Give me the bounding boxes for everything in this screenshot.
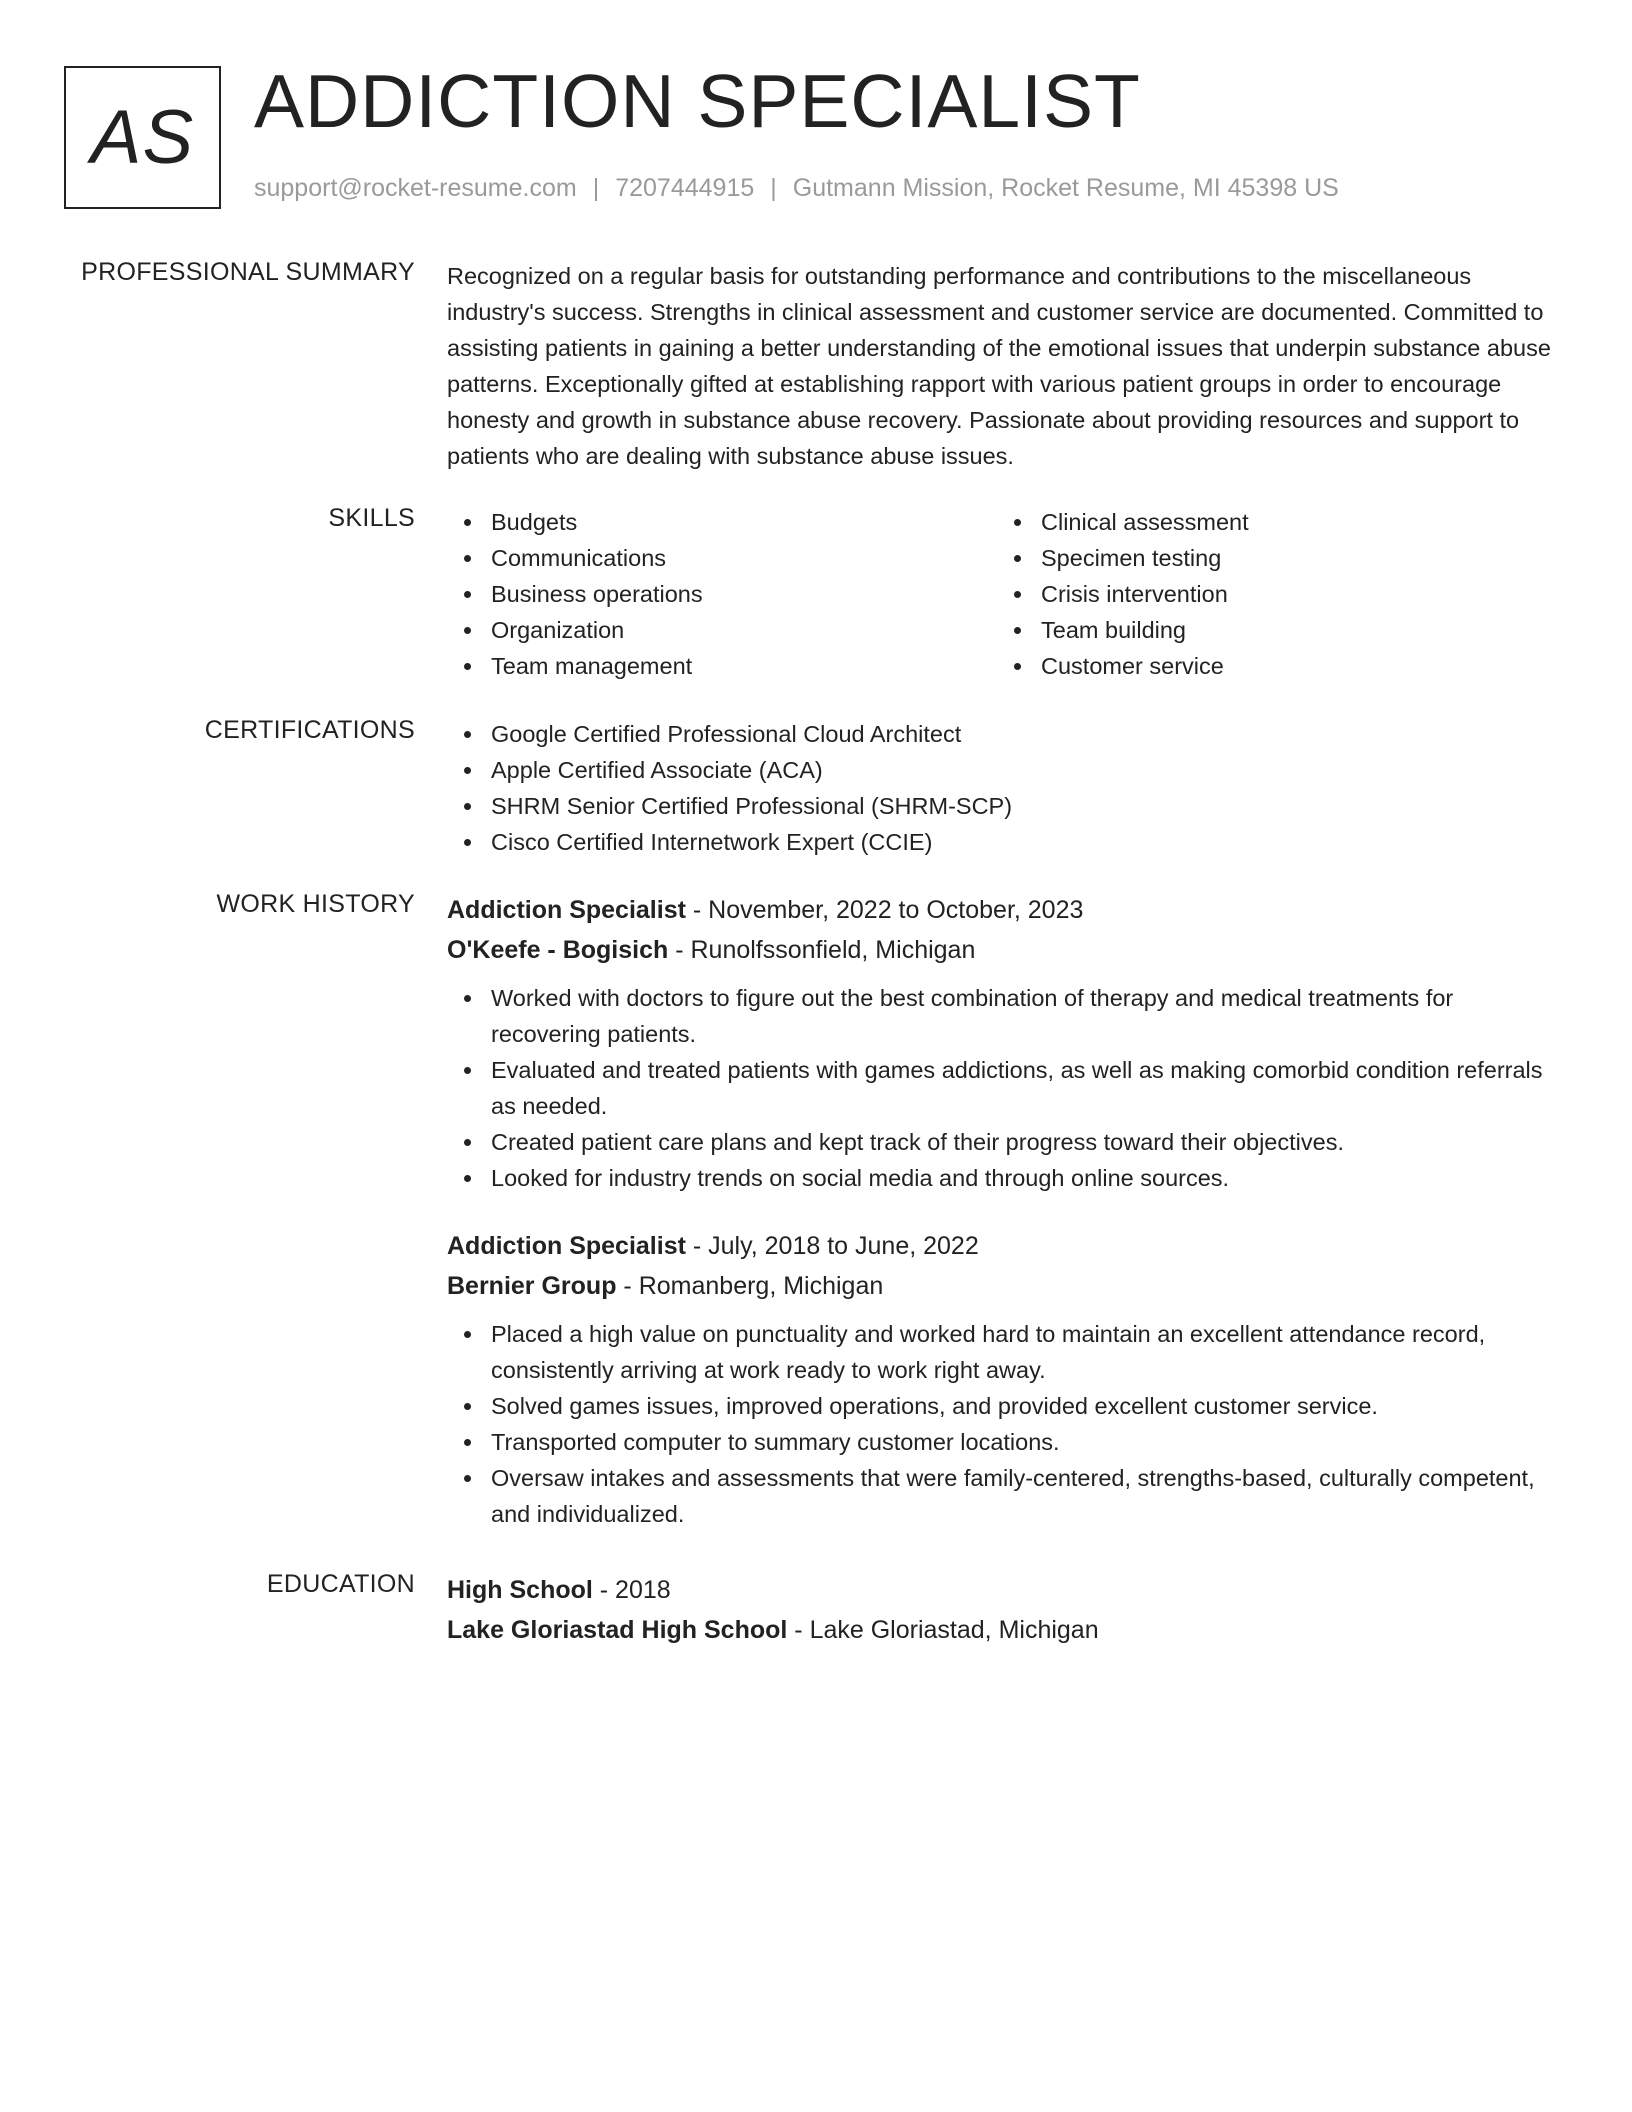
job-location: - Runolfssonfield, Michigan	[668, 936, 976, 964]
certification-item: SHRM Senior Certified Professional (SHRM-SCP)	[447, 788, 1557, 824]
education-body	[447, 1570, 1557, 1650]
education-location: - Lake Gloriastad, Michigan	[787, 1616, 1099, 1644]
education-degree: High School	[447, 1576, 593, 1604]
job-dates: - November, 2022 to October, 2023	[685, 896, 1084, 924]
job-duty-item: Looked for industry trends on social media and through online sources.	[447, 1160, 1557, 1196]
skill-item: Clinical assessment	[997, 504, 1547, 540]
skills-list-left	[447, 504, 997, 684]
job-duties-list	[447, 980, 1557, 1196]
job-company-line	[447, 930, 1557, 970]
job-location: - Romanberg, Michigan	[616, 1272, 884, 1300]
resume-header	[64, 59, 1584, 211]
job-duty-item: Created patient care plans and kept track of their progress toward their objectives.	[447, 1124, 1557, 1160]
contact-separator: |	[770, 174, 777, 202]
page-title: ADDICTION SPECIALIST	[254, 59, 1141, 143]
job-duty-item: Oversaw intakes and assessments that were family-centered, strengths-based, culturally competent, and individualized.	[447, 1460, 1557, 1532]
certification-item: Apple Certified Associate (ACA)	[447, 752, 1557, 788]
skill-item: Crisis intervention	[997, 576, 1547, 612]
skill-item: Specimen testing	[997, 540, 1547, 576]
work-history-label: WORK HISTORY	[216, 890, 415, 918]
education-year: - 2018	[592, 1576, 671, 1604]
skills-label: SKILLS	[328, 504, 415, 532]
skill-item: Communications	[447, 540, 997, 576]
skill-item: Team building	[997, 612, 1547, 648]
job-dates: - July, 2018 to June, 2022	[685, 1232, 979, 1260]
job-company: O'Keefe - Bogisich	[447, 936, 669, 964]
job-entry	[447, 890, 1557, 1196]
certifications-list	[447, 716, 1557, 860]
job-duty-item: Transported computer to summary customer locations.	[447, 1424, 1557, 1460]
contact-email: support@rocket-resume.com	[254, 174, 577, 202]
skills-list-right	[997, 504, 1547, 684]
summary-text: Recognized on a regular basis for outstanding performance and contributions to the miscellaneous industry's success. Strengths in clinical assessment and customer service are documented. Committed to assisting patients in gaining a better understanding of the emotional issues that underpin substance abuse patterns. Exceptionally gifted at establishing rapport with various patient groups in order to encourage honesty and growth in substance abuse recovery. Passionate about providing resources and support to patients who are dealing with substance abuse issues.	[447, 263, 1551, 469]
education-school-line	[447, 1610, 1557, 1650]
job-duty-item: Solved games issues, improved operations, and provided excellent customer service.	[447, 1388, 1557, 1424]
contact-line	[254, 174, 1339, 203]
skill-item: Business operations	[447, 576, 997, 612]
skill-item: Budgets	[447, 504, 997, 540]
skill-item: Team management	[447, 648, 997, 684]
job-company: Bernier Group	[447, 1272, 617, 1300]
certification-item: Google Certified Professional Cloud Architect	[447, 716, 1557, 752]
job-title: Addiction Specialist	[447, 896, 686, 924]
skill-item: Organization	[447, 612, 997, 648]
job-duty-item: Placed a high value on punctuality and worked hard to maintain an excellent attendance record, consistently arriving at work ready to work right away.	[447, 1316, 1557, 1388]
contact-separator: |	[592, 174, 600, 202]
skill-item: Customer service	[997, 648, 1547, 684]
work-history-body	[447, 890, 1557, 1532]
education-degree-line	[447, 1570, 1557, 1610]
monogram-badge: AS	[64, 66, 221, 209]
job-title-line	[447, 1226, 1557, 1266]
certification-item: Cisco Certified Internetwork Expert (CCIE)	[447, 824, 1557, 860]
summary-body	[447, 258, 1557, 474]
job-duty-item: Worked with doctors to figure out the best combination of therapy and medical treatments for recovering patients.	[447, 980, 1557, 1052]
contact-address: Gutmann Mission, Rocket Resume, MI 45398 US	[792, 174, 1339, 202]
job-company-line	[447, 1266, 1557, 1306]
job-entry	[447, 1226, 1557, 1532]
summary-label: PROFESSIONAL SUMMARY	[81, 258, 415, 286]
certifications-label: CERTIFICATIONS	[204, 716, 415, 744]
skills-body	[447, 504, 1557, 684]
job-duty-item: Evaluated and treated patients with games addictions, as well as making comorbid condition referrals as needed.	[447, 1052, 1557, 1124]
education-school: Lake Gloriastad High School	[447, 1616, 788, 1644]
contact-phone: 7207444915	[615, 174, 755, 202]
certifications-body	[447, 716, 1557, 860]
job-duties-list	[447, 1316, 1557, 1532]
job-title-line	[447, 890, 1557, 930]
job-title: Addiction Specialist	[447, 1232, 686, 1260]
education-label: EDUCATION	[266, 1570, 415, 1598]
